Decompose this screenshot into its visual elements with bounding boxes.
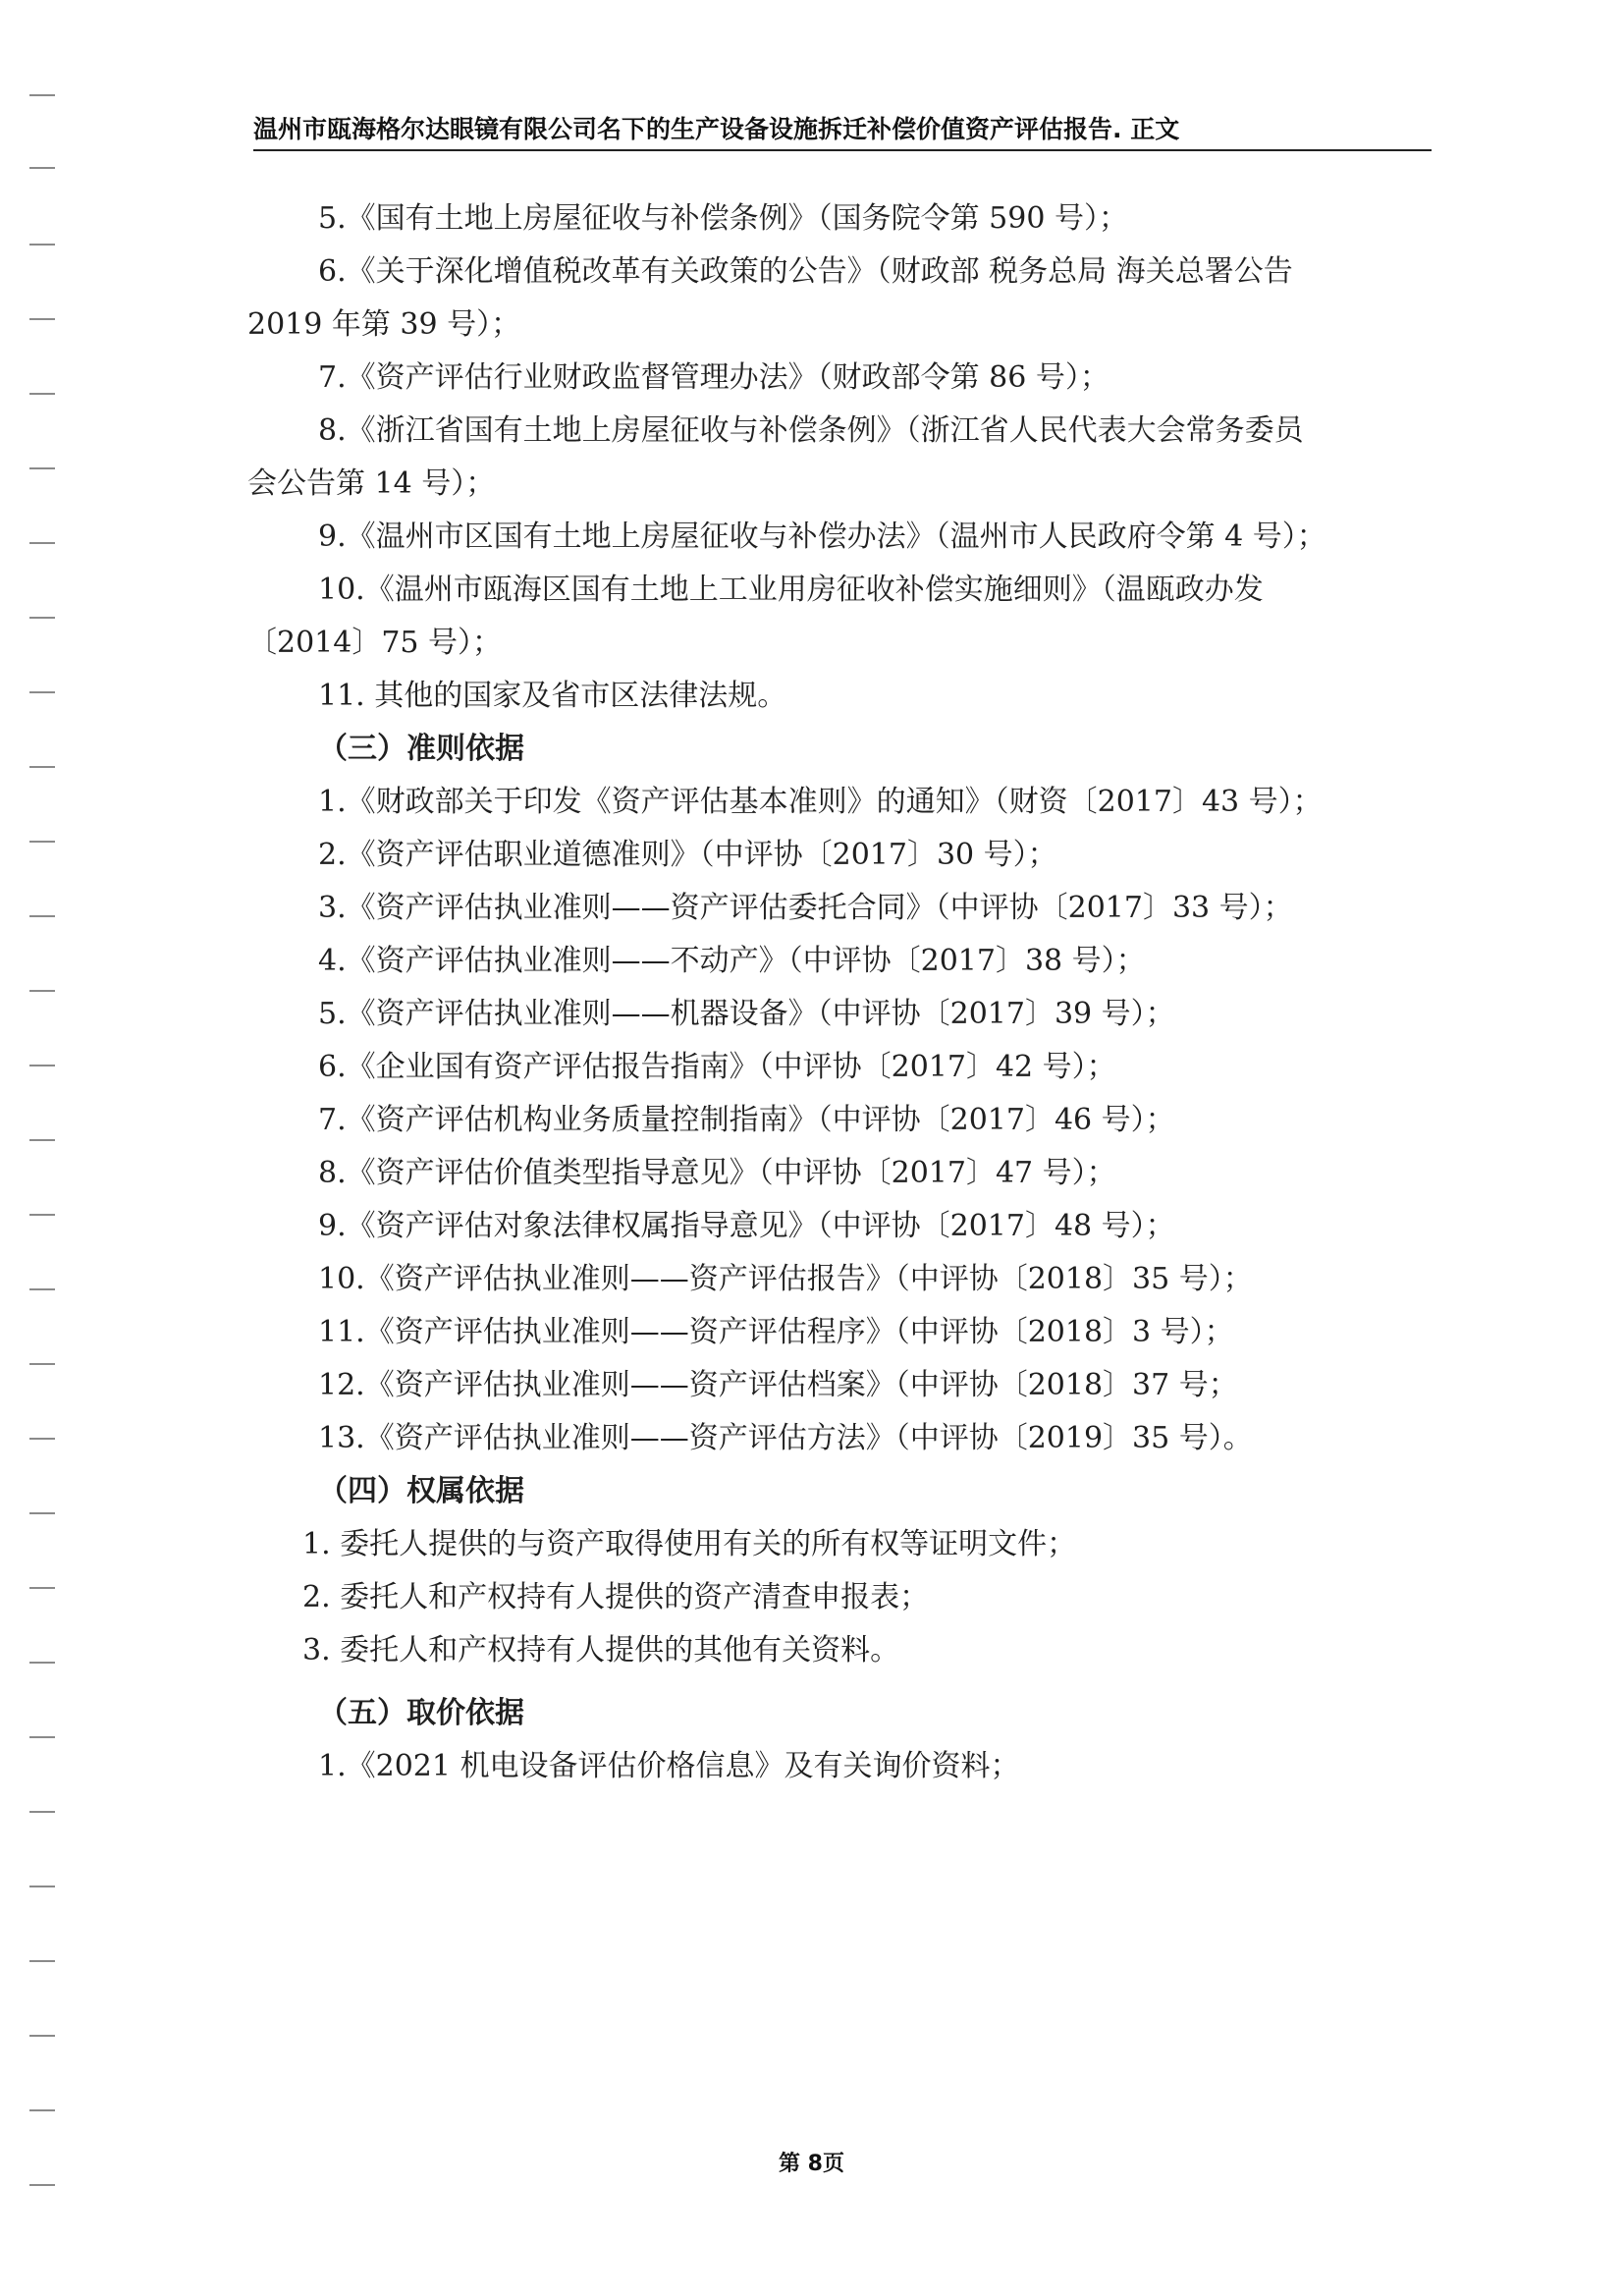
standard-item: 9.《资产评估对象法律权属指导意见》（中评协〔2017〕48 号）； xyxy=(318,1209,1175,1243)
law-item: 8.《浙江省国有土地上房屋征收与补偿条例》（浙江省人民代表大会常务委员 xyxy=(318,413,1304,448)
binding-mark xyxy=(29,1139,55,1141)
law-item-continuation: 2019 年第 39 号）； xyxy=(247,307,521,342)
standard-item: 8.《资产评估价值类型指导意见》（中评协〔2017〕47 号）； xyxy=(318,1156,1116,1190)
binding-mark xyxy=(29,1587,55,1589)
standard-item: 10.《资产评估执业准则——资产评估报告》（中评协〔2018〕35 号）； xyxy=(318,1262,1253,1296)
binding-mark xyxy=(29,1288,55,1290)
law-item: 5.《国有土地上房屋征收与补偿条例》（国务院令第 590 号）； xyxy=(318,201,1128,236)
law-item: 10.《温州市瓯海区国有土地上工业用房征收补偿实施细则》（温瓯政办发 xyxy=(318,573,1264,607)
binding-mark xyxy=(29,1960,55,1962)
binding-mark xyxy=(29,393,55,395)
law-item-continuation: 〔2014〕75 号）； xyxy=(247,626,503,660)
ownership-item: 3. 委托人和产权持有人提供的其他有关资料。 xyxy=(302,1633,900,1667)
binding-mark xyxy=(29,915,55,917)
binding-mark xyxy=(29,1363,55,1365)
standard-item: 3.《资产评估执业准则——资产评估委托合同》（中评协〔2017〕33 号）； xyxy=(318,891,1293,925)
ownership-item: 2. 委托人和产权持有人提供的资产清查申报表； xyxy=(302,1580,930,1614)
standard-item: 13.《资产评估执业准则——资产评估方法》（中评协〔2019〕35 号）。 xyxy=(318,1421,1253,1455)
binding-hole-marks xyxy=(29,94,69,2255)
binding-mark xyxy=(29,1214,55,1216)
binding-mark xyxy=(29,2184,55,2186)
law-item-continuation: 会公告第 14 号）； xyxy=(247,466,496,501)
law-item: 7.《资产评估行业财政监督管理办法》（财政部令第 86 号）； xyxy=(318,360,1109,395)
law-item: 11. 其他的国家及省市区法律法规。 xyxy=(318,679,787,713)
binding-mark xyxy=(29,990,55,992)
law-item: 6.《关于深化增值税改革有关政策的公告》（财政部 税务总局 海关总署公告 xyxy=(318,254,1293,289)
standard-item: 12.《资产评估执业准则——资产评估档案》（中评协〔2018〕37 号； xyxy=(318,1368,1238,1402)
standard-item: 11.《资产评估执业准则——资产评估程序》（中评协〔2018〕3 号）； xyxy=(318,1315,1234,1349)
report-body xyxy=(247,192,1435,1793)
standard-item: 5.《资产评估执业准则——机器设备》（中评协〔2017〕39 号）； xyxy=(318,997,1175,1031)
binding-mark xyxy=(29,318,55,320)
binding-mark xyxy=(29,542,55,544)
binding-mark xyxy=(29,167,55,169)
binding-mark xyxy=(29,1662,55,1664)
binding-mark xyxy=(29,1811,55,1813)
standard-item: 7.《资产评估机构业务质量控制指南》（中评协〔2017〕46 号）； xyxy=(318,1103,1175,1137)
binding-mark xyxy=(29,2109,55,2111)
report-header-title: 温州市瓯海格尔达眼镜有限公司名下的生产设备设施拆迁补偿价值资产评估报告. 正文 xyxy=(253,110,1432,151)
binding-mark xyxy=(29,1065,55,1066)
ownership-item: 1. 委托人提供的与资产取得使用有关的所有权等证明文件； xyxy=(302,1527,1077,1561)
section-heading-pricing: （五）取价依据 xyxy=(318,1696,524,1730)
binding-mark xyxy=(29,1512,55,1514)
binding-mark xyxy=(29,617,55,619)
section-heading-standards: （三）准则依据 xyxy=(318,732,524,766)
binding-mark xyxy=(29,841,55,843)
binding-mark xyxy=(29,691,55,693)
binding-mark xyxy=(29,766,55,768)
standard-item: 6.《企业国有资产评估报告指南》（中评协〔2017〕42 号）； xyxy=(318,1050,1116,1084)
law-item: 9.《温州市区国有土地上房屋征收与补偿办法》（温州市人民政府令第 4 号）； xyxy=(318,519,1326,554)
page-number: 第 8页 xyxy=(779,2152,844,2176)
pricing-item: 1.《2021 机电设备评估价格信息》及有关询价资料； xyxy=(318,1749,1020,1783)
standard-item: 4.《资产评估执业准则——不动产》（中评协〔2017〕38 号）； xyxy=(318,944,1146,978)
standard-item: 1.《财政部关于印发《资产评估基本准则》的通知》（财资〔2017〕43 号）； xyxy=(318,785,1323,819)
binding-mark xyxy=(29,1438,55,1440)
binding-mark xyxy=(29,1736,55,1738)
binding-mark xyxy=(29,2035,55,2037)
binding-mark xyxy=(29,1886,55,1887)
binding-mark xyxy=(29,244,55,246)
standard-item: 2.《资产评估职业道德准则》（中评协〔2017〕30 号）； xyxy=(318,838,1057,872)
binding-mark xyxy=(29,467,55,469)
binding-mark xyxy=(29,94,55,96)
section-heading-ownership: （四）权属依据 xyxy=(318,1474,524,1508)
